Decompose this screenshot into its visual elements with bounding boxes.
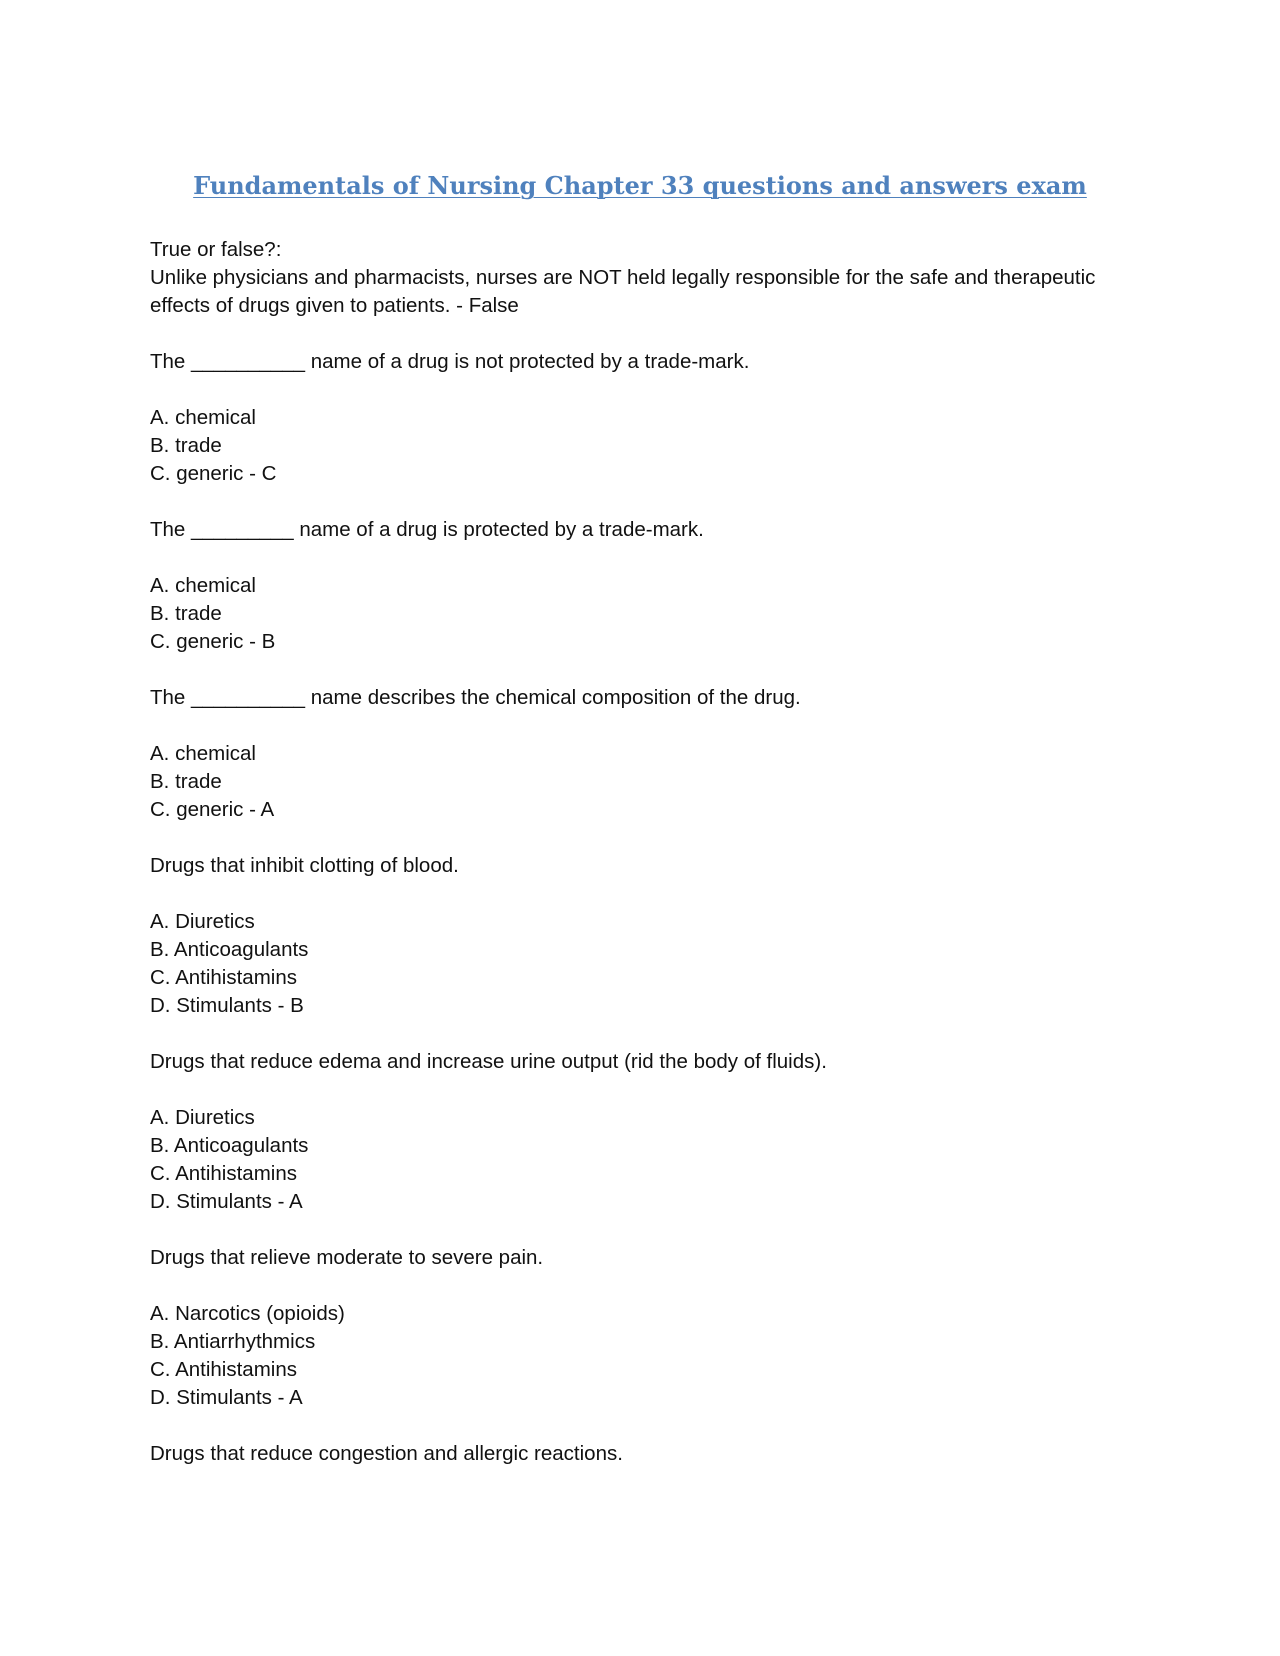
answer-option: D. Stimulants - A [150,1386,303,1409]
answer-option: B. Anticoagulants [150,1134,309,1157]
answer-option: B. trade [150,770,222,793]
answer-option: B. Antiarrhythmics [150,1330,316,1353]
paragraph-spacer [150,1076,1130,1104]
answer-option: A. chemical [150,406,256,429]
question-text: Drugs that relieve moderate to severe pain. [150,1246,544,1269]
paragraph-spacer [150,1272,1130,1300]
answer-option: C. Antihistamins [150,1358,297,1381]
answer-option: C. generic - C [150,462,277,485]
answer-option: A. Diuretics [150,1106,255,1129]
paragraph-spacer [150,1020,1130,1048]
paragraph-line: Unlike physicians and pharmacists, nurses are NOT held legally responsible for the safe and therapeutic [150,266,1096,289]
answer-option: C. generic - B [150,630,276,653]
paragraph-spacer [150,376,1130,404]
answer-option: D. Stimulants - B [150,994,304,1017]
answer-option: D. Stimulants - A [150,1190,303,1213]
answer-option: C. Antihistamins [150,1162,297,1185]
paragraph-spacer [150,488,1130,516]
paragraph-spacer [150,1412,1130,1440]
paragraph-spacer [150,320,1130,348]
question-text: Drugs that reduce edema and increase urine output (rid the body of fluids). [150,1050,827,1073]
paragraph-spacer [150,824,1130,852]
answer-option: C. Antihistamins [150,966,297,989]
question-text: The __________ name of a drug is not protected by a trade-mark. [150,350,750,373]
document-body [150,236,1130,1468]
answer-option: A. Diuretics [150,910,255,933]
question-text: The _________ name of a drug is protected by a trade-mark. [150,518,704,541]
answer-option: A. Narcotics (opioids) [150,1302,345,1325]
question-text: The __________ name describes the chemical composition of the drug. [150,686,801,709]
question-text: Drugs that reduce congestion and allergic reactions. [150,1442,623,1465]
answer-option: A. chemical [150,574,256,597]
document-title: Fundamentals of Nursing Chapter 33 questions and answers exam [193,171,1087,200]
paragraph-spacer [150,656,1130,684]
answer-option: B. trade [150,602,222,625]
answer-option: B. trade [150,434,222,457]
paragraph-spacer [150,712,1130,740]
paragraph-spacer [150,880,1130,908]
paragraph-line: True or false?: [150,238,282,261]
answer-option: B. Anticoagulants [150,938,309,961]
answer-option: A. chemical [150,742,256,765]
answer-option: C. generic - A [150,798,275,821]
question-text: Drugs that inhibit clotting of blood. [150,854,459,877]
paragraph-spacer [150,544,1130,572]
paragraph-line: effects of drugs given to patients. - False [150,294,519,317]
paragraph-spacer [150,1216,1130,1244]
